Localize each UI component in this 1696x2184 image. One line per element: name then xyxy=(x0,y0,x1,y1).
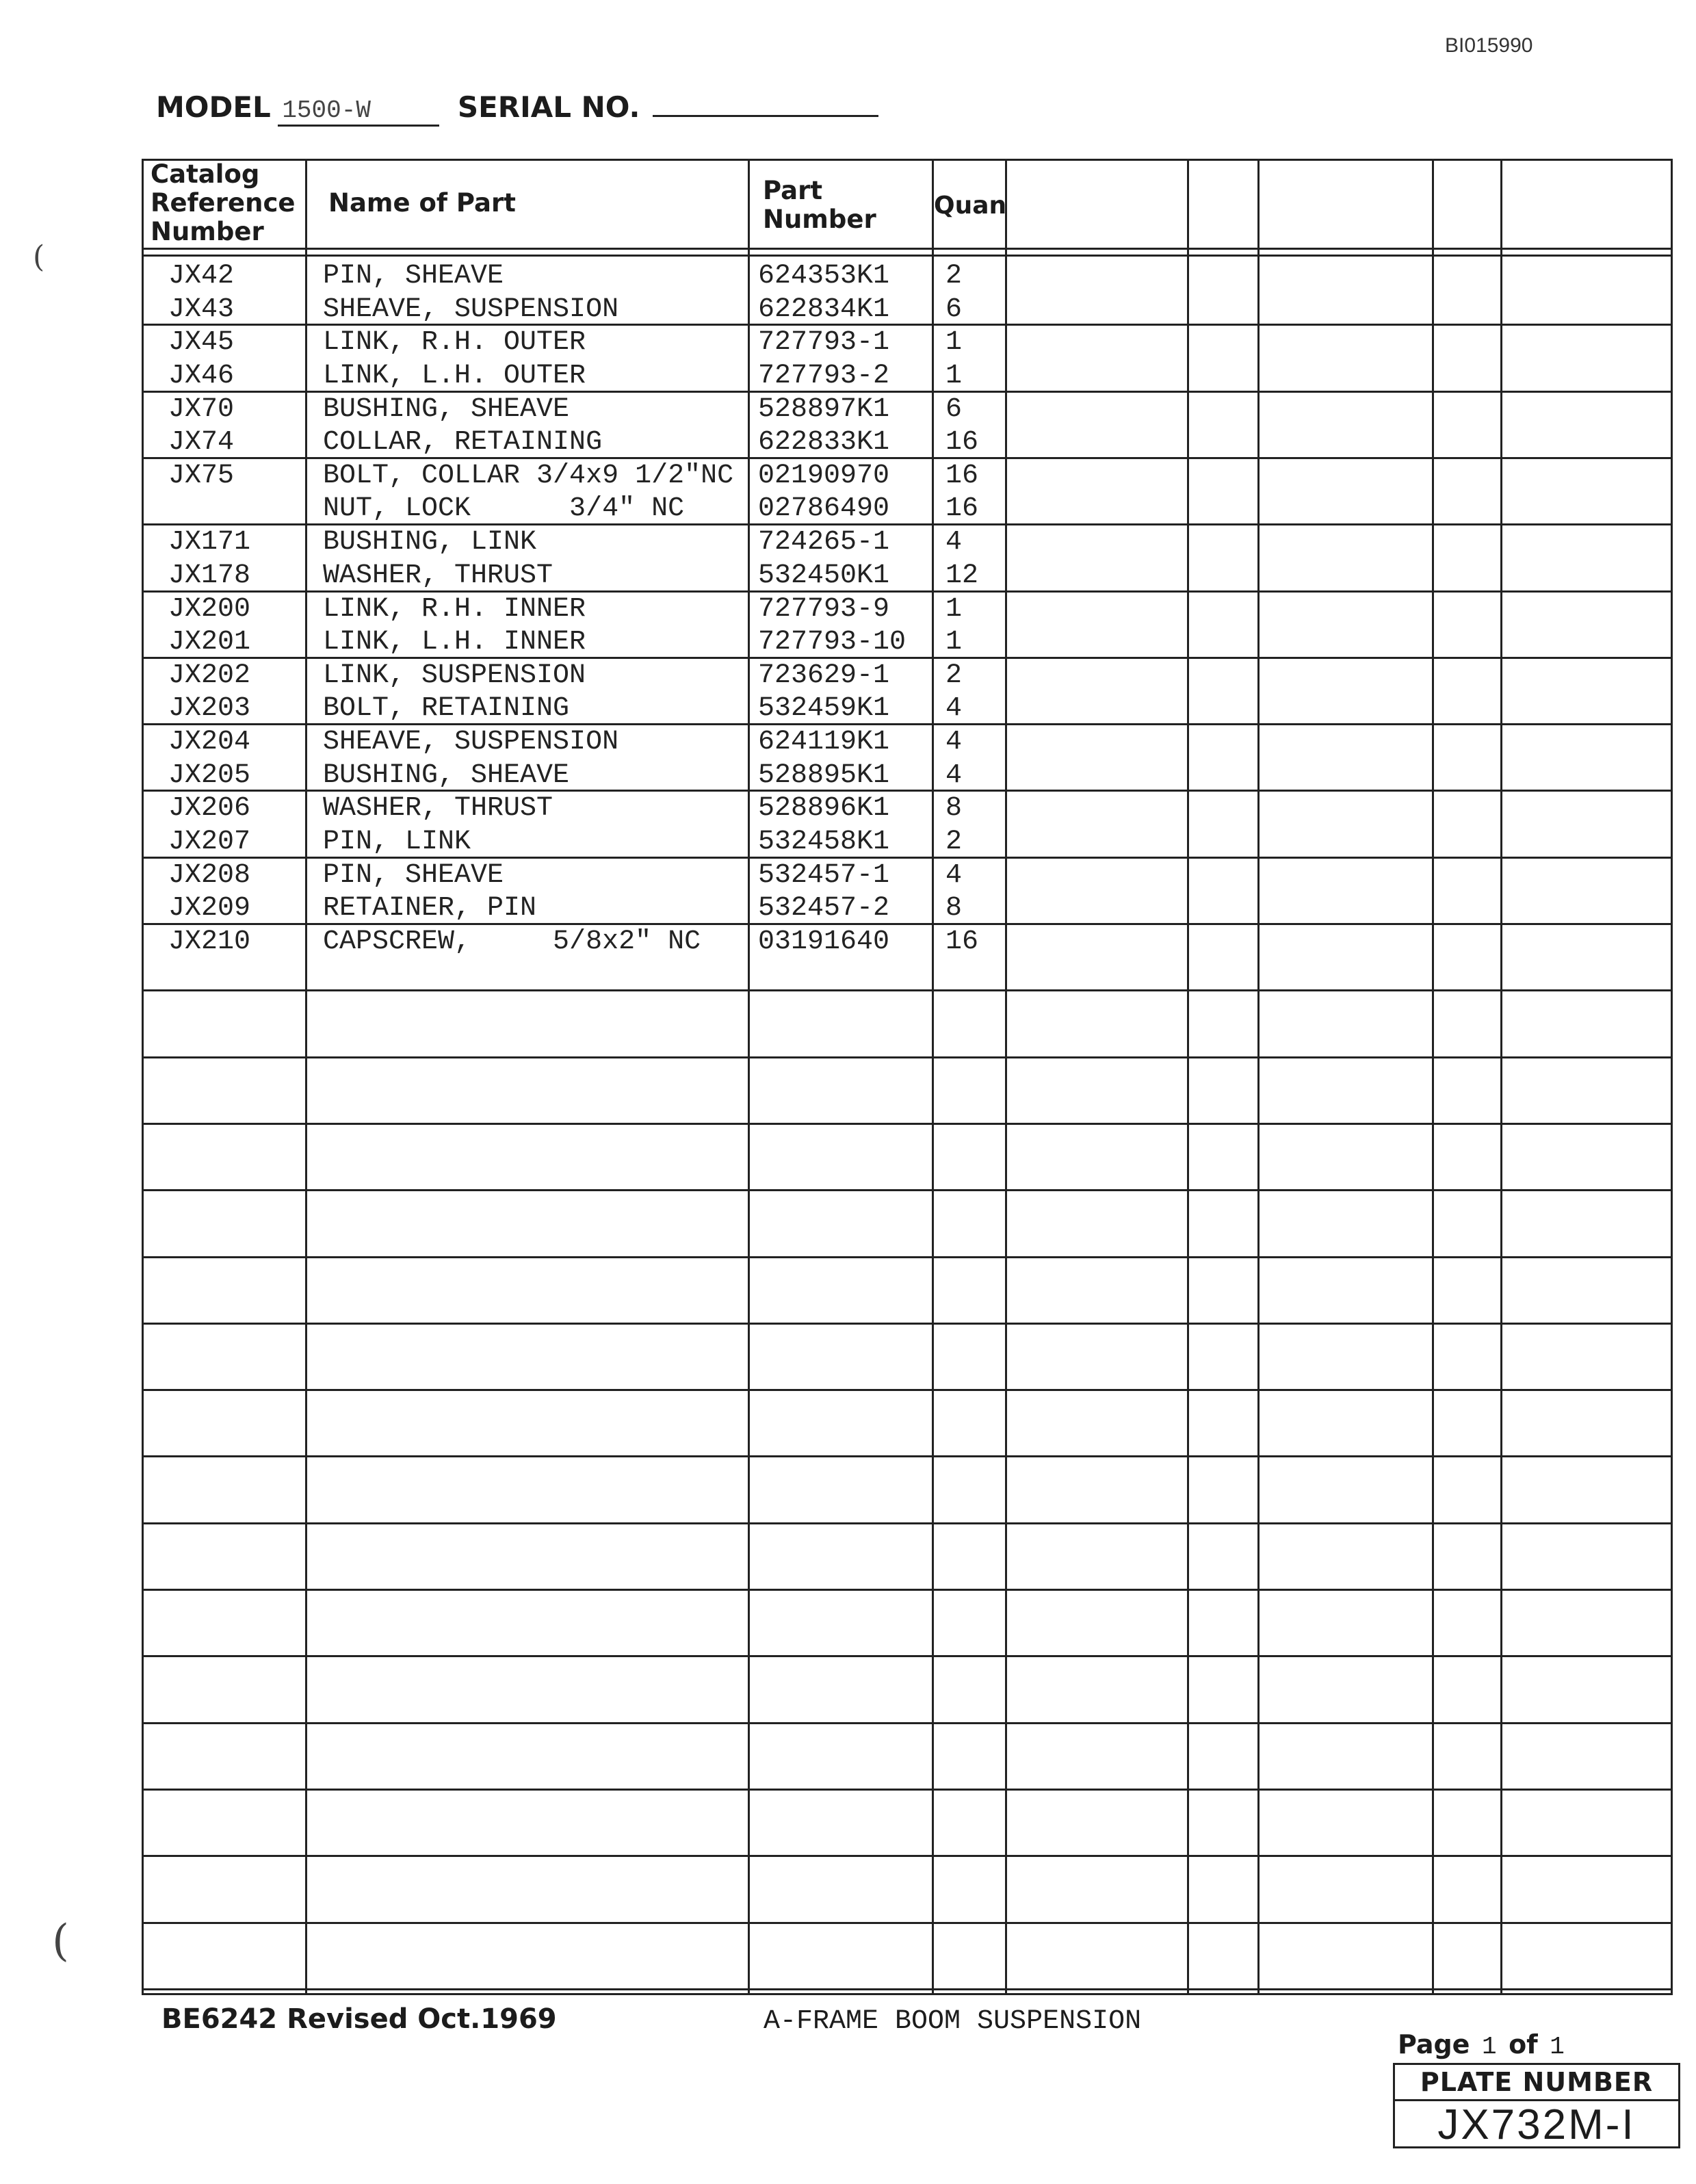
row-rule xyxy=(142,1988,1673,1990)
plate-title: A-FRAME BOOM SUSPENSION xyxy=(764,2006,1142,2037)
row-rule xyxy=(142,1589,1673,1591)
catalog-ref-cell: JX204 xyxy=(168,727,251,757)
part-name-cell: CAPSCREW, 5/8x2" NC xyxy=(323,926,701,957)
table-column-rule xyxy=(1432,159,1434,1995)
part-name-cell: PIN, SHEAVE xyxy=(323,261,504,291)
plate-number-label: PLATE NUMBER xyxy=(1395,2065,1678,2101)
part-name-cell: BUSHING, SHEAVE xyxy=(323,394,570,425)
table-column-rule xyxy=(1005,159,1007,1995)
part-number-cell: 532457-1 xyxy=(758,860,890,891)
quantity-cell: 8 xyxy=(945,893,963,924)
table-column-rule xyxy=(1187,159,1189,1995)
part-number-cell: 622833K1 xyxy=(758,427,890,458)
part-name-cell: BOLT, COLLAR 3/4x9 1/2"NC xyxy=(323,460,734,491)
binder-hole-mark: ( xyxy=(33,239,45,274)
row-rule xyxy=(142,1522,1673,1524)
quantity-cell: 8 xyxy=(945,793,963,824)
page-current: 1 xyxy=(1481,2033,1497,2061)
part-number-cell: 532458K1 xyxy=(758,827,890,857)
part-number-cell: 624353K1 xyxy=(758,261,890,291)
part-number-cell: 02786490 xyxy=(758,493,890,524)
row-rule xyxy=(142,989,1673,991)
quantity-cell: 1 xyxy=(945,627,963,658)
catalog-ref-cell: JX205 xyxy=(168,760,251,791)
row-rule xyxy=(142,1189,1673,1191)
page-of-label: of xyxy=(1509,2029,1538,2059)
part-name-header: Name of Part xyxy=(328,188,516,218)
row-rule xyxy=(142,1722,1673,1724)
part-number-cell: 532459K1 xyxy=(758,693,890,724)
catalog-ref-cell: JX210 xyxy=(168,926,251,957)
catalog-ref-cell: JX200 xyxy=(168,594,251,625)
part-number-cell: 727793-2 xyxy=(758,361,890,391)
part-name-cell: LINK, L.H. INNER xyxy=(323,627,586,658)
quantity-cell: 4 xyxy=(945,693,963,724)
catalog-ref-header-line: Reference xyxy=(151,188,296,218)
part-name-cell: WASHER, THRUST xyxy=(323,560,553,591)
model-label: MODEL xyxy=(156,90,271,124)
row-rule xyxy=(142,1655,1673,1657)
part-number-cell: 723629-1 xyxy=(758,660,890,691)
part-name-cell: SHEAVE, SUSPENSION xyxy=(323,727,619,757)
catalog-ref-cell: JX208 xyxy=(168,860,251,891)
part-name-cell: SHEAVE, SUSPENSION xyxy=(323,294,619,325)
form-number: BE6242 Revised Oct.1969 xyxy=(161,2003,557,2035)
catalog-ref-cell: JX203 xyxy=(168,693,251,724)
part-name-cell: LINK, R.H. OUTER xyxy=(323,327,586,358)
part-number-header-line: Part xyxy=(763,176,823,205)
part-number-cell: 532450K1 xyxy=(758,560,890,591)
serial-value-blank xyxy=(653,90,878,117)
catalog-ref-cell: JX70 xyxy=(168,394,235,425)
row-rule xyxy=(142,1389,1673,1391)
quantity-cell: 1 xyxy=(945,361,963,391)
catalog-ref-header xyxy=(151,160,296,246)
row-rule xyxy=(142,1323,1673,1325)
part-number-cell: 528897K1 xyxy=(758,394,890,425)
table-column-rule xyxy=(1500,159,1502,1995)
catalog-ref-header-line: Catalog xyxy=(151,159,260,189)
part-number-cell: 727793-10 xyxy=(758,627,906,658)
catalog-ref-cell: JX202 xyxy=(168,660,251,691)
catalog-ref-header-line: Number xyxy=(151,217,264,246)
quantity-cell: 4 xyxy=(945,527,963,558)
part-name-cell: RETAINER, PIN xyxy=(323,893,537,924)
table-column-rule xyxy=(932,159,934,1995)
catalog-ref-cell: JX171 xyxy=(168,527,251,558)
quantity-cell: 16 xyxy=(945,493,979,524)
row-rule xyxy=(142,1789,1673,1791)
row-rule xyxy=(142,1922,1673,1924)
catalog-ref-cell: JX46 xyxy=(168,361,235,391)
header-rule xyxy=(142,248,1673,250)
quantity-cell: 1 xyxy=(945,594,963,625)
catalog-ref-cell: JX206 xyxy=(168,793,251,824)
quantity-cell: 4 xyxy=(945,727,963,757)
catalog-ref-cell: JX45 xyxy=(168,327,235,358)
part-number-cell: 02190970 xyxy=(758,460,890,491)
part-number-header xyxy=(763,177,876,234)
table-column-rule xyxy=(305,159,307,1995)
quantity-cell: 4 xyxy=(945,760,963,791)
row-rule xyxy=(142,1855,1673,1857)
part-name-cell: LINK, SUSPENSION xyxy=(323,660,586,691)
part-name-cell: COLLAR, RETAINING xyxy=(323,427,603,458)
plate-number-value: JX732M-I xyxy=(1437,2101,1636,2148)
part-name-cell: PIN, LINK xyxy=(323,827,471,857)
part-number-header-line: Number xyxy=(763,205,876,234)
catalog-ref-cell: JX42 xyxy=(168,261,235,291)
catalog-ref-cell: JX74 xyxy=(168,427,235,458)
part-number-cell: 622834K1 xyxy=(758,294,890,325)
quantity-cell: 4 xyxy=(945,860,963,891)
quantity-cell: 2 xyxy=(945,261,963,291)
table-column-rule xyxy=(1257,159,1260,1995)
quantity-header: Quan xyxy=(934,192,1007,220)
part-name-cell: LINK, R.H. INNER xyxy=(323,594,586,625)
binder-hole-mark: ( xyxy=(52,1916,69,1966)
part-number-cell: 724265-1 xyxy=(758,527,890,558)
part-name-cell: NUT, LOCK 3/4" NC xyxy=(323,493,685,524)
quantity-cell: 2 xyxy=(945,827,963,857)
quantity-cell: 16 xyxy=(945,460,979,491)
row-rule xyxy=(142,1123,1673,1125)
part-name-cell: BUSHING, SHEAVE xyxy=(323,760,570,791)
part-name-cell: BUSHING, LINK xyxy=(323,527,537,558)
part-number-cell: 727793-9 xyxy=(758,594,890,625)
catalog-ref-cell: JX75 xyxy=(168,460,235,491)
part-name-cell: BOLT, RETAINING xyxy=(323,693,570,724)
row-rule xyxy=(142,1256,1673,1258)
document-id: BI015990 xyxy=(1445,34,1533,57)
plate-number-box xyxy=(1393,2063,1680,2148)
serial-label: SERIAL NO. xyxy=(457,90,640,124)
quantity-cell: 1 xyxy=(945,327,963,358)
part-number-cell: 528896K1 xyxy=(758,793,890,824)
catalog-ref-cell: JX201 xyxy=(168,627,251,658)
part-number-cell: 03191640 xyxy=(758,926,890,957)
catalog-ref-cell: JX209 xyxy=(168,893,251,924)
header-rule xyxy=(142,255,1673,257)
part-name-cell: WASHER, THRUST xyxy=(323,793,553,824)
quantity-cell: 12 xyxy=(945,560,979,591)
part-number-cell: 528895K1 xyxy=(758,760,890,791)
row-rule xyxy=(142,1056,1673,1058)
quantity-cell: 16 xyxy=(945,926,979,957)
model-value: 1500-W xyxy=(278,97,439,127)
part-number-cell: 624119K1 xyxy=(758,727,890,757)
catalog-ref-cell: JX178 xyxy=(168,560,251,591)
row-rule xyxy=(142,1455,1673,1457)
page-total: 1 xyxy=(1550,2033,1565,2061)
quantity-cell: 6 xyxy=(945,394,963,425)
part-number-cell: 532457-2 xyxy=(758,893,890,924)
quantity-cell: 6 xyxy=(945,294,963,325)
quantity-cell: 2 xyxy=(945,660,963,691)
quantity-cell: 16 xyxy=(945,427,979,458)
model-serial-line xyxy=(156,90,878,127)
page-indicator xyxy=(1398,2029,1570,2061)
part-name-cell: LINK, L.H. OUTER xyxy=(323,361,586,391)
catalog-ref-cell: JX207 xyxy=(168,827,251,857)
page-label: Page xyxy=(1398,2029,1470,2059)
part-number-cell: 727793-1 xyxy=(758,327,890,358)
table-column-rule xyxy=(748,159,750,1995)
catalog-ref-cell: JX43 xyxy=(168,294,235,325)
part-name-cell: PIN, SHEAVE xyxy=(323,860,504,891)
